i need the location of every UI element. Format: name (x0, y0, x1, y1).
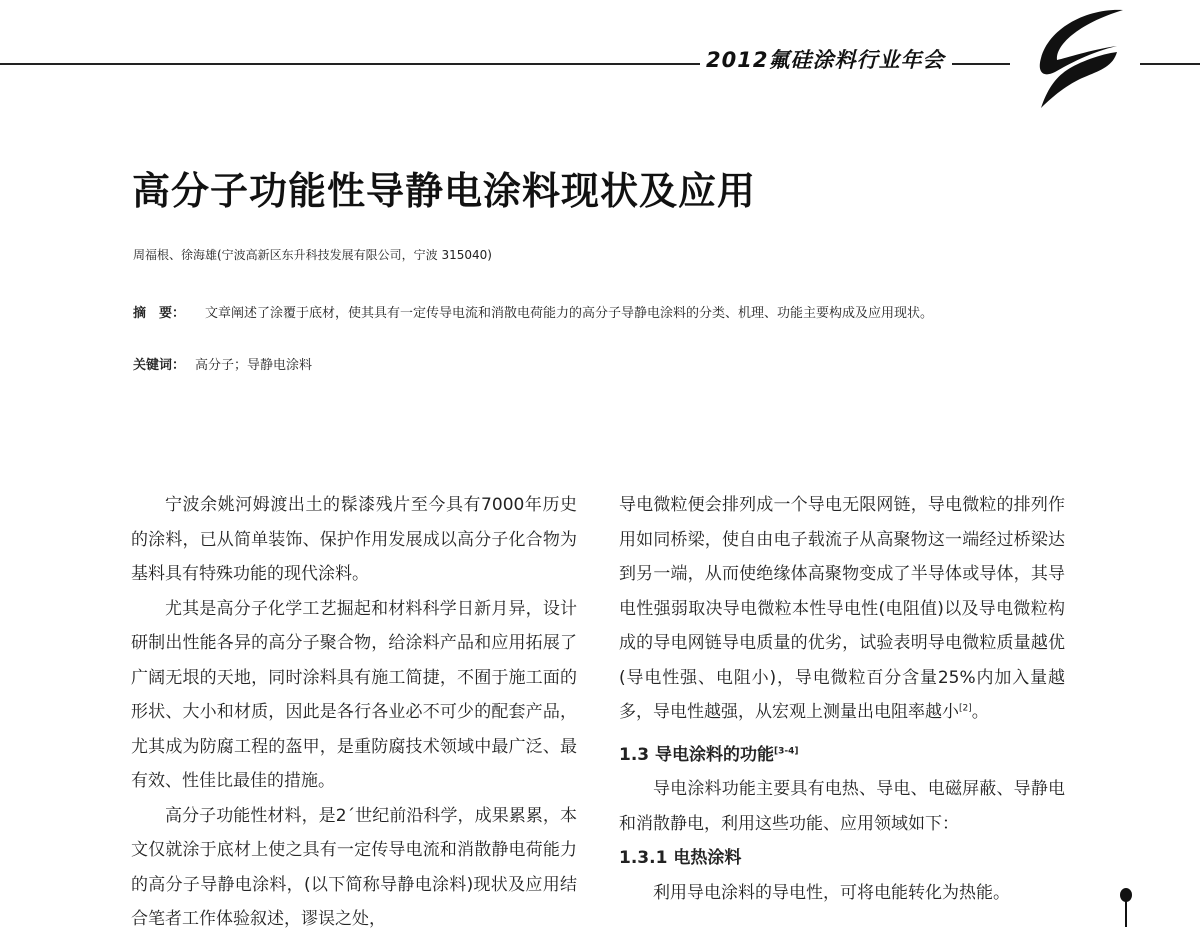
keywords-text: 高分子；导静电涂料 (195, 358, 313, 373)
body-paragraph: 利用导电涂料的导电性，可将电能转化为热能。 (653, 882, 1010, 903)
section-heading (619, 738, 1065, 773)
keywords-label: 关键词： (133, 358, 186, 373)
section-heading-text: 1.3 导电涂料的功能 (619, 744, 775, 765)
body-paragraph-end: 。 (971, 702, 989, 722)
citation-ref: [3-4] (774, 745, 799, 756)
abstract-text: 文章阐述了涂覆于底材，使其具有一定传导电流和消散电荷能力的高分子导静电涂料的分类、机理、功能主要构成及应用现状。 (205, 306, 934, 321)
subsection-heading: 1.3.1 电热涂料 (619, 848, 742, 868)
body-paragraph: 导电涂料功能主要具有电热、导电、电磁屏蔽、导静电和消散静电，利用这些功能、应用领域如下： (619, 779, 1065, 834)
keywords-block (133, 354, 312, 373)
body-paragraph: 宁波余姚河姆渡出土的髹漆残片至今具有7000年历史的涂料，已从简单装饰、保护作用发展成以高分子化合物为基料具有特殊功能的现代涂料。 (131, 495, 577, 584)
header-rule-left (0, 63, 700, 65)
swoosh-logo-icon (1025, 6, 1130, 111)
citation-ref: [2] (959, 703, 972, 714)
conference-title: 2012氟硅涂料行业年会 (706, 48, 945, 72)
paper-authors: 周福根、徐海雄(宁波高新区东升科技发展有限公司，宁波 315040) (133, 248, 492, 262)
header-rule-right (1140, 63, 1200, 65)
header-rule-middle (952, 63, 1010, 65)
body-column-right (619, 488, 1065, 910)
body-column-left (131, 488, 577, 937)
paper-title: 高分子功能性导静电涂料现状及应用 (132, 169, 757, 213)
body-paragraph: 高分子功能性材料，是2´世纪前沿科学，成果累累，本文仅就涂于底材上使之具有一定传导电流和消散静电荷能力的高分子导静电涂料，(以下简称导静电涂料)现状及应用结合笔者工作体验叙述，谬误之处， (131, 805, 577, 929)
body-paragraph: 尤其是高分子化学工艺掘起和材料科学日新月异，设计研制出性能各异的高分子聚合物，给涂料产品和应用拓展了广阔无垠的天地，同时涂料具有施工简捷，不囿于施工面的形状、大小和材质，因此是各行各业必不可少的配套产品，尤其成为防腐工程的盔甲，是重防腐技术领域中最广泛、最有效、性佳比最佳的措施。 (131, 598, 577, 791)
body-paragraph (619, 488, 1065, 730)
abstract-label: 摘 要： (133, 306, 186, 321)
body-paragraph-text: 导电微粒便会排列成一个导电无限网链，导电微粒的排列作用如同桥梁，使自由电子载流子从高聚物这一端经过桥梁达到另一端，从而使绝缘体高聚物变成了半导体或导体，其导电性强弱取决导电微粒本性导电性(电阻值)以及导电微粒构成的导电网链导电质量的优劣，试验表明导电微粒质量越优(导电性强、电阻小)，导电微粒百分含量25%内加入量越多，导电性越强，从宏观上测量出电阻率越小 (619, 495, 1065, 722)
pushpin-icon (1119, 887, 1133, 927)
